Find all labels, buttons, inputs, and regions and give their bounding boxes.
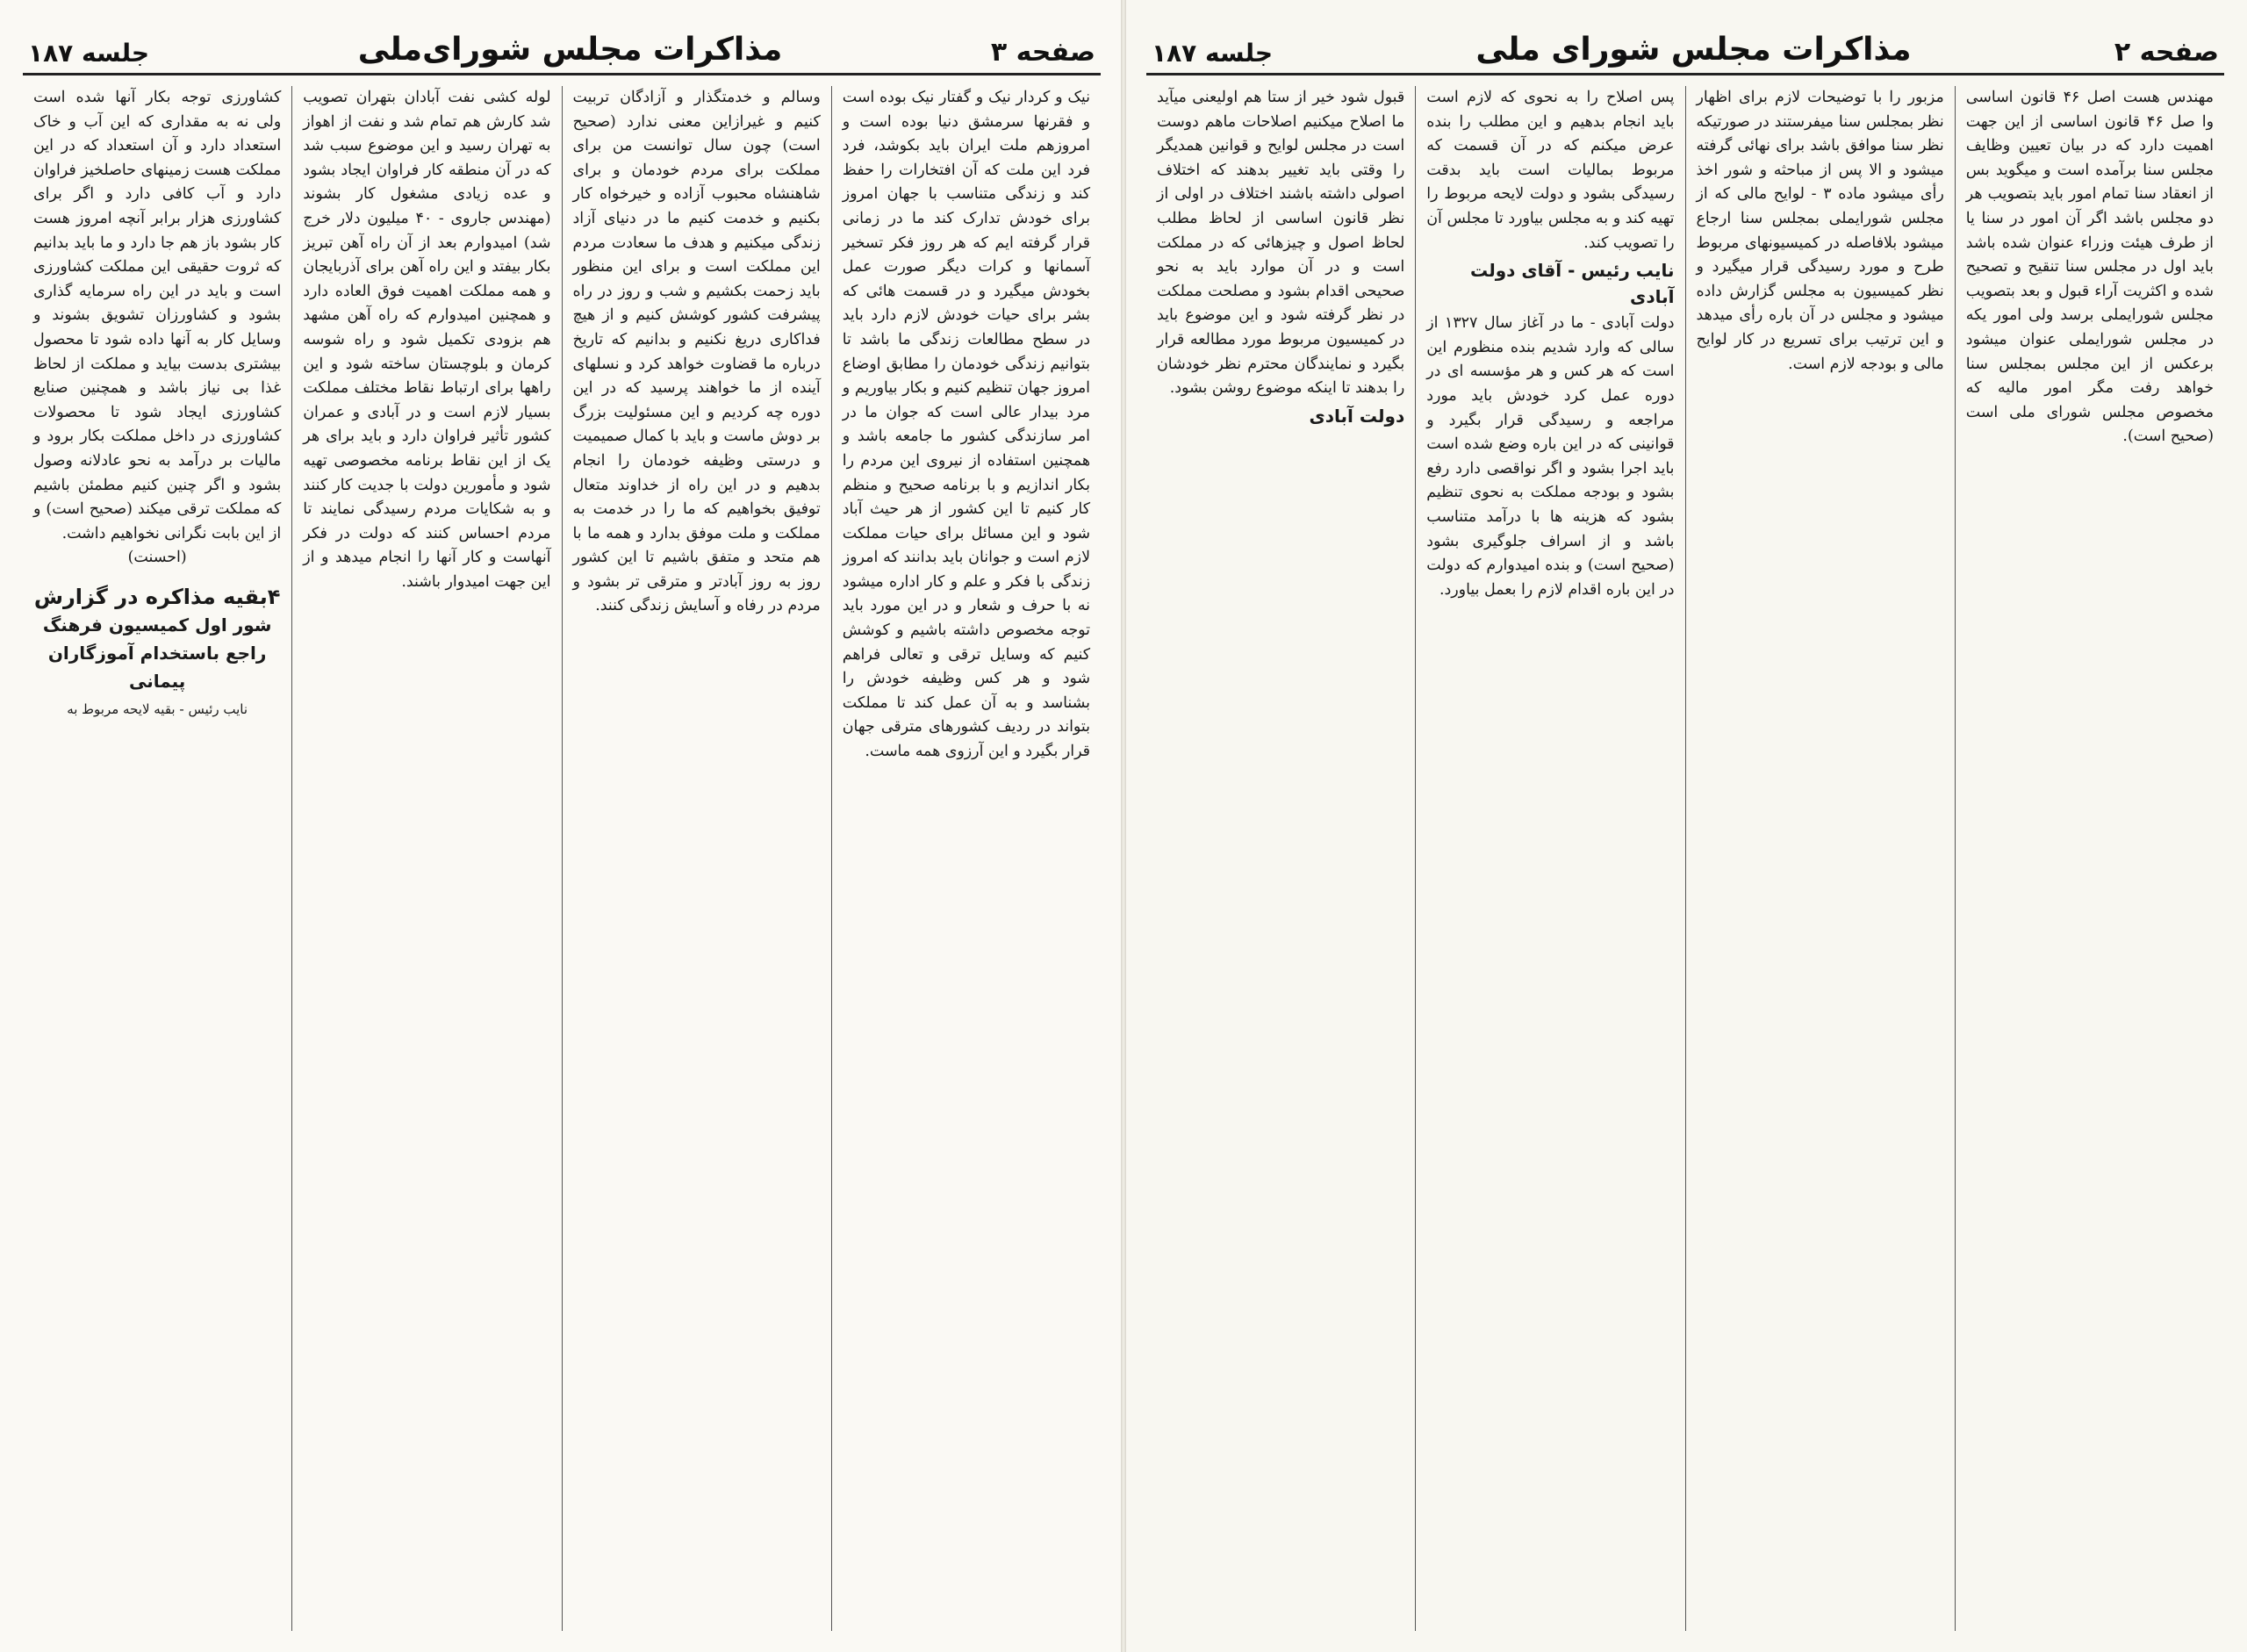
column-text: کشاورزی توجه بکار آنها شده است ولی نه به مقداری که این آب و خاک استعداد دارد و آن استعداد که در این مملکت هست زمینهای حاصلخیز فراوان دارد و آب کافی دارد و اگر برای کشاورزی هزار برابر آنچه امروز هست کار بشود باز هم جا دارد و ما باید بدانیم که ثروت حقیقی این مملکت کشاورزی است و باید در این راه سرمایه گذاری بشود و کشاورزان تشویق بشوند و وسایل کار به آنها داده شود تا محصول بیشتری بدست بیاید و مملکت از لحاظ غذا بی نیاز باشد و همچنین صنایع کشاورزی ایجاد شود تا محصولات کشاورزی در داخل مملکت بکار برود و مالیات بر درآمد به نحو عادلانه وصول بشود و اگر چنین کنیم مطمئن باشیم که مملکت ترقی میکند (صحیح است) و از این بابت نگرانی نخواهیم داشت.: [33, 89, 282, 542]
right-page-columns: [1146, 86, 2224, 1631]
right-page-header: [1146, 19, 2224, 75]
text-column: [1146, 86, 1415, 1631]
session-number: جلسه ۱۸۷: [28, 39, 150, 68]
column-text: مزبور را با توضیحات لازم برای اظهار نظر بمجلس سنا میفرستند در صورتیکه نظر سنا موافق باشد برای نهائی گرفته میشود و الا پس از مباحثه و شور اخذ رأی میشود ماده ۳ - لوایح مالی که از مجلس شورایملی بمجلس سنا ارجاع میشود بلافاصله در کمیسیونهای مربوط طرح و مورد رسیدگی قرار میگیرد و نظر کمیسیون به مجلس گزارش داده میشود و مجلس در آن باره رأی میدهد و این ترتیب برای تسریع در کار لوایح مالی و بودجه لازم است.: [1696, 89, 1944, 373]
column-text: لوله کشی نفت آبادان بتهران تصویب شد کارش هم تمام شد و نفت از اهواز به تهران رسید و این موضوع سبب شد که در آن منطقه کار فراوان ایجاد بشود و عده زیادی مشغول کار بشوند (مهندس جاروی - ۴۰ میلیون دلار خرج شد) امیدوارم بعد از آن راه آهن تبریز بکار بیفتد و این راه آهن برای آذربایجان و همه مملکت اهمیت فوق العاده دارد و همچنین امیدوارم که راه آهن مشهد هم بزودی تکمیل شود و راه شوسه کرمان و بلوچستان ساخته شود و این راهها برای ارتباط نقاط مختلف مملکت بسیار لازم است و در آبادی و عمران کشور تأثیر فراوان دارد و باید برای هر یک از این نقاط برنامه مخصوصی تهیه شود و مأمورین دولت با جدیت کار کنند و به شکایات مردم رسیدگی نمایند تا مردم احساس کنند که دولت در فکر آنهاست و کار آنها را انجام میدهد و از این جهت امیدوار باشند.: [303, 89, 551, 591]
page-number: صفحه ۲: [2114, 37, 2219, 68]
text-column: [562, 86, 831, 1631]
speaker-label: نایب رئیس - آقای دولت آبادی: [1470, 260, 1675, 308]
column-text: نیک و کردار نیک و گفتار نیک بوده است و فقرنها سرمشق دنیا بوده است و امروزهم ملت ایران باید بکوشد، فرد فرد این ملت که آن افتخارات را حفظ کند و زندگی متناسب با جهان امروز برای خودش تدارک کند ما در زمانی قرار گرفته ایم که هر روز فکر تسخیر آسمانها و کرات دیگر صورت عمل بخودش میگیرد و در قسمت هائی که بشر برای حیات خودش لازم دارد باید در سطح مطالعات زندگی ما باشد تا بتوانیم زندگی خودمان را مطابق اوضاع امروز جهان تنظیم کنیم و بکار بیاوریم و مرد بیدار عالی است که جوان ما در امر سازندگی کشور ما جامعه باشد و همچنین استفاده از نیروی این مردم را بکار اندازیم و با برنامه صحیح و منظم کار کنیم تا این کشور از هر حیث آباد شود و این مسائل برای حیات مملکت لازم است و جوانان باید بدانند که امروز زندگی با فکر و علم و کار اداره میشود نه با حرف و شعار و در این مورد باید توجه مخصوص داشته باشیم و کوشش کنیم که وسایل ترقی و تعالی فراهم شود و هر کس وظیفه خودش را بشناسد و به آن عمل کند تا مملکت بتواند در ردیف کشورهای مترقی جهان قرار بگیرد و این آرزوی همه ماست.: [842, 89, 1090, 761]
text-column: [23, 86, 291, 1631]
text-column: [1955, 86, 2224, 1631]
column-text: وسالم و خدمتگذار و آزادگان تربیت کنیم و غیرازاین معنی ندارد (صحیح است) چون سال توانست من برای مملکت برای مردم خودمان و برای شاهنشاه محبوب آزاده و خیرخواه کار بکنیم و خدمت کنیم ما در دنیای آزاد زندگی میکنیم و هدف ما سعادت مردم این مملکت است و برای این منظور باید زحمت بکشیم و شب و روز در راه پیشرفت کشور کوشش کنیم و از هیچ فداکاری دریغ نکنیم و بدانیم که تاریخ درباره ما قضاوت خواهد کرد و نسلهای آینده از ما خواهند پرسید که در این دوره چه کردیم و این مسئولیت بزرگ بر دوش ماست و باید با کمال صمیمیت و درستی وظیفه خودمان را انجام بدهیم و در این راه از خداوند متعال توفیق بخواهیم که ما را در خدمت به مملکت و ملت موفق بدارد و همه ما با هم متحد و متفق باشیم تا این کشور روز به روز آبادتر و مترقی تر بشود و مردم در رفاه و آسایش زندگی کنند.: [572, 89, 821, 615]
report-notice: [33, 583, 281, 723]
column-text: مهندس هست اصل ۴۶ قانون اساسی وا صل ۴۶ قانون اساسی از این جهت اهمیت دارد که در بیان تعیین وظایف مجلس سنا برآمده است و میگوید بس از انعقاد سنا تمام امور باید بتصویب هر دو مجلس باشد اگر آن امور در سنا یا از طرف هیئت وزراء عنوان شده باشد باید اول در مجلس سنا تنقیح و تصحیح شده و اکثریت آراء قبول و بعد بتصویب مجلس شورایملی برسد ولی امور یکه در مجلس شورایملی عنوان میشود برعکس از این مجلس بمجلس سنا خواهد رفت مگر امور مالیه که مخصوص مجلس شورای ملی است (صحیح است).: [1965, 89, 2214, 446]
speaker-name: دولت آبادی: [1309, 405, 1405, 427]
column-text: قبول شود خیر از ستا هم اولیعنی میآید ما اصلاح میکنیم اصلاحات ماهم دوست است در مجلس لوایح و قوانین همدیگر را وقتی باید تغییر بدهند که اختلاف اصولی داشته باشند اختلاف در اولی از نظر قانون اساسی از لحاظ مطلب لحاظ اصول و چیزهائی که در مملکت است و در آن موارد باید به نحو صحیحی اقدام بشود و مصلحت مملکت در نظر گرفته شود و این موضوع باید در کمیسیون مربوط مورد مطالعه قرار بگیرد و نمایندگان محترم نظر خودشان را بدهند تا اینکه موضوع روشن بشود.: [1157, 89, 1405, 398]
page-gutter: [1121, 0, 1126, 1652]
page-title: مذاکرات مجلس شورای‌ملی: [357, 32, 783, 68]
column-text: پس اصلاح را به نحوی که لازم است باید انجام بدهیم و این مطلب را بنده عرض میکنم که در آن قسمت که مربوط بمالیات است باید بدقت رسیدگی بشود و دولت لایحه مربوط را تهیه کند و به مجلس بیاورد تا مجلس آن را تصویب کند.: [1426, 89, 1675, 252]
text-column: [1685, 86, 1955, 1631]
column-text: دولت آبادی - ما در آغاز سال ۱۳۲۷ از سالی که وارد شدیم بنده منظورم این است که هر کس و هر مؤسسه ای در دوره عمل کرد خودش باید مورد مراجعه و رسیدگی قرار بگیرد و قوانینی که در این باره وضع شده است باید اجرا بشود و اگر نواقصی دارد رفع بشود و بودجه مملکت به نحوی تنظیم بشود که هزینه ها با درآمد متناسب باشد و از اسراف جلوگیری بشود (صحیح است) و بنده امیدوارم که دولت در این باره اقدام لازم را بعمل بیاورد.: [1426, 314, 1675, 599]
text-column: [1415, 86, 1684, 1631]
left-page-header: [23, 19, 1101, 75]
left-page-columns: [23, 86, 1101, 1631]
notice-line: شور اول کمیسیون فرهنگ: [42, 614, 272, 636]
notice-line: نایب رئیس - بقیه لایحه مربوط به: [67, 700, 248, 717]
right-page: [1124, 0, 2247, 1652]
applause-note: (احسنت): [127, 549, 187, 567]
text-column: [831, 86, 1101, 1631]
page-number: صفحه ۳: [990, 37, 1095, 68]
page-title: مذاکرات مجلس شورای ملی: [1475, 32, 1912, 68]
text-column: [291, 86, 561, 1631]
session-number: جلسه ۱۸۷: [1152, 39, 1274, 68]
notice-line: راجع باستخدام آموزگاران پیمانی: [47, 642, 267, 692]
notice-line: ۴بقیه مذاکره در گزارش: [33, 584, 281, 609]
